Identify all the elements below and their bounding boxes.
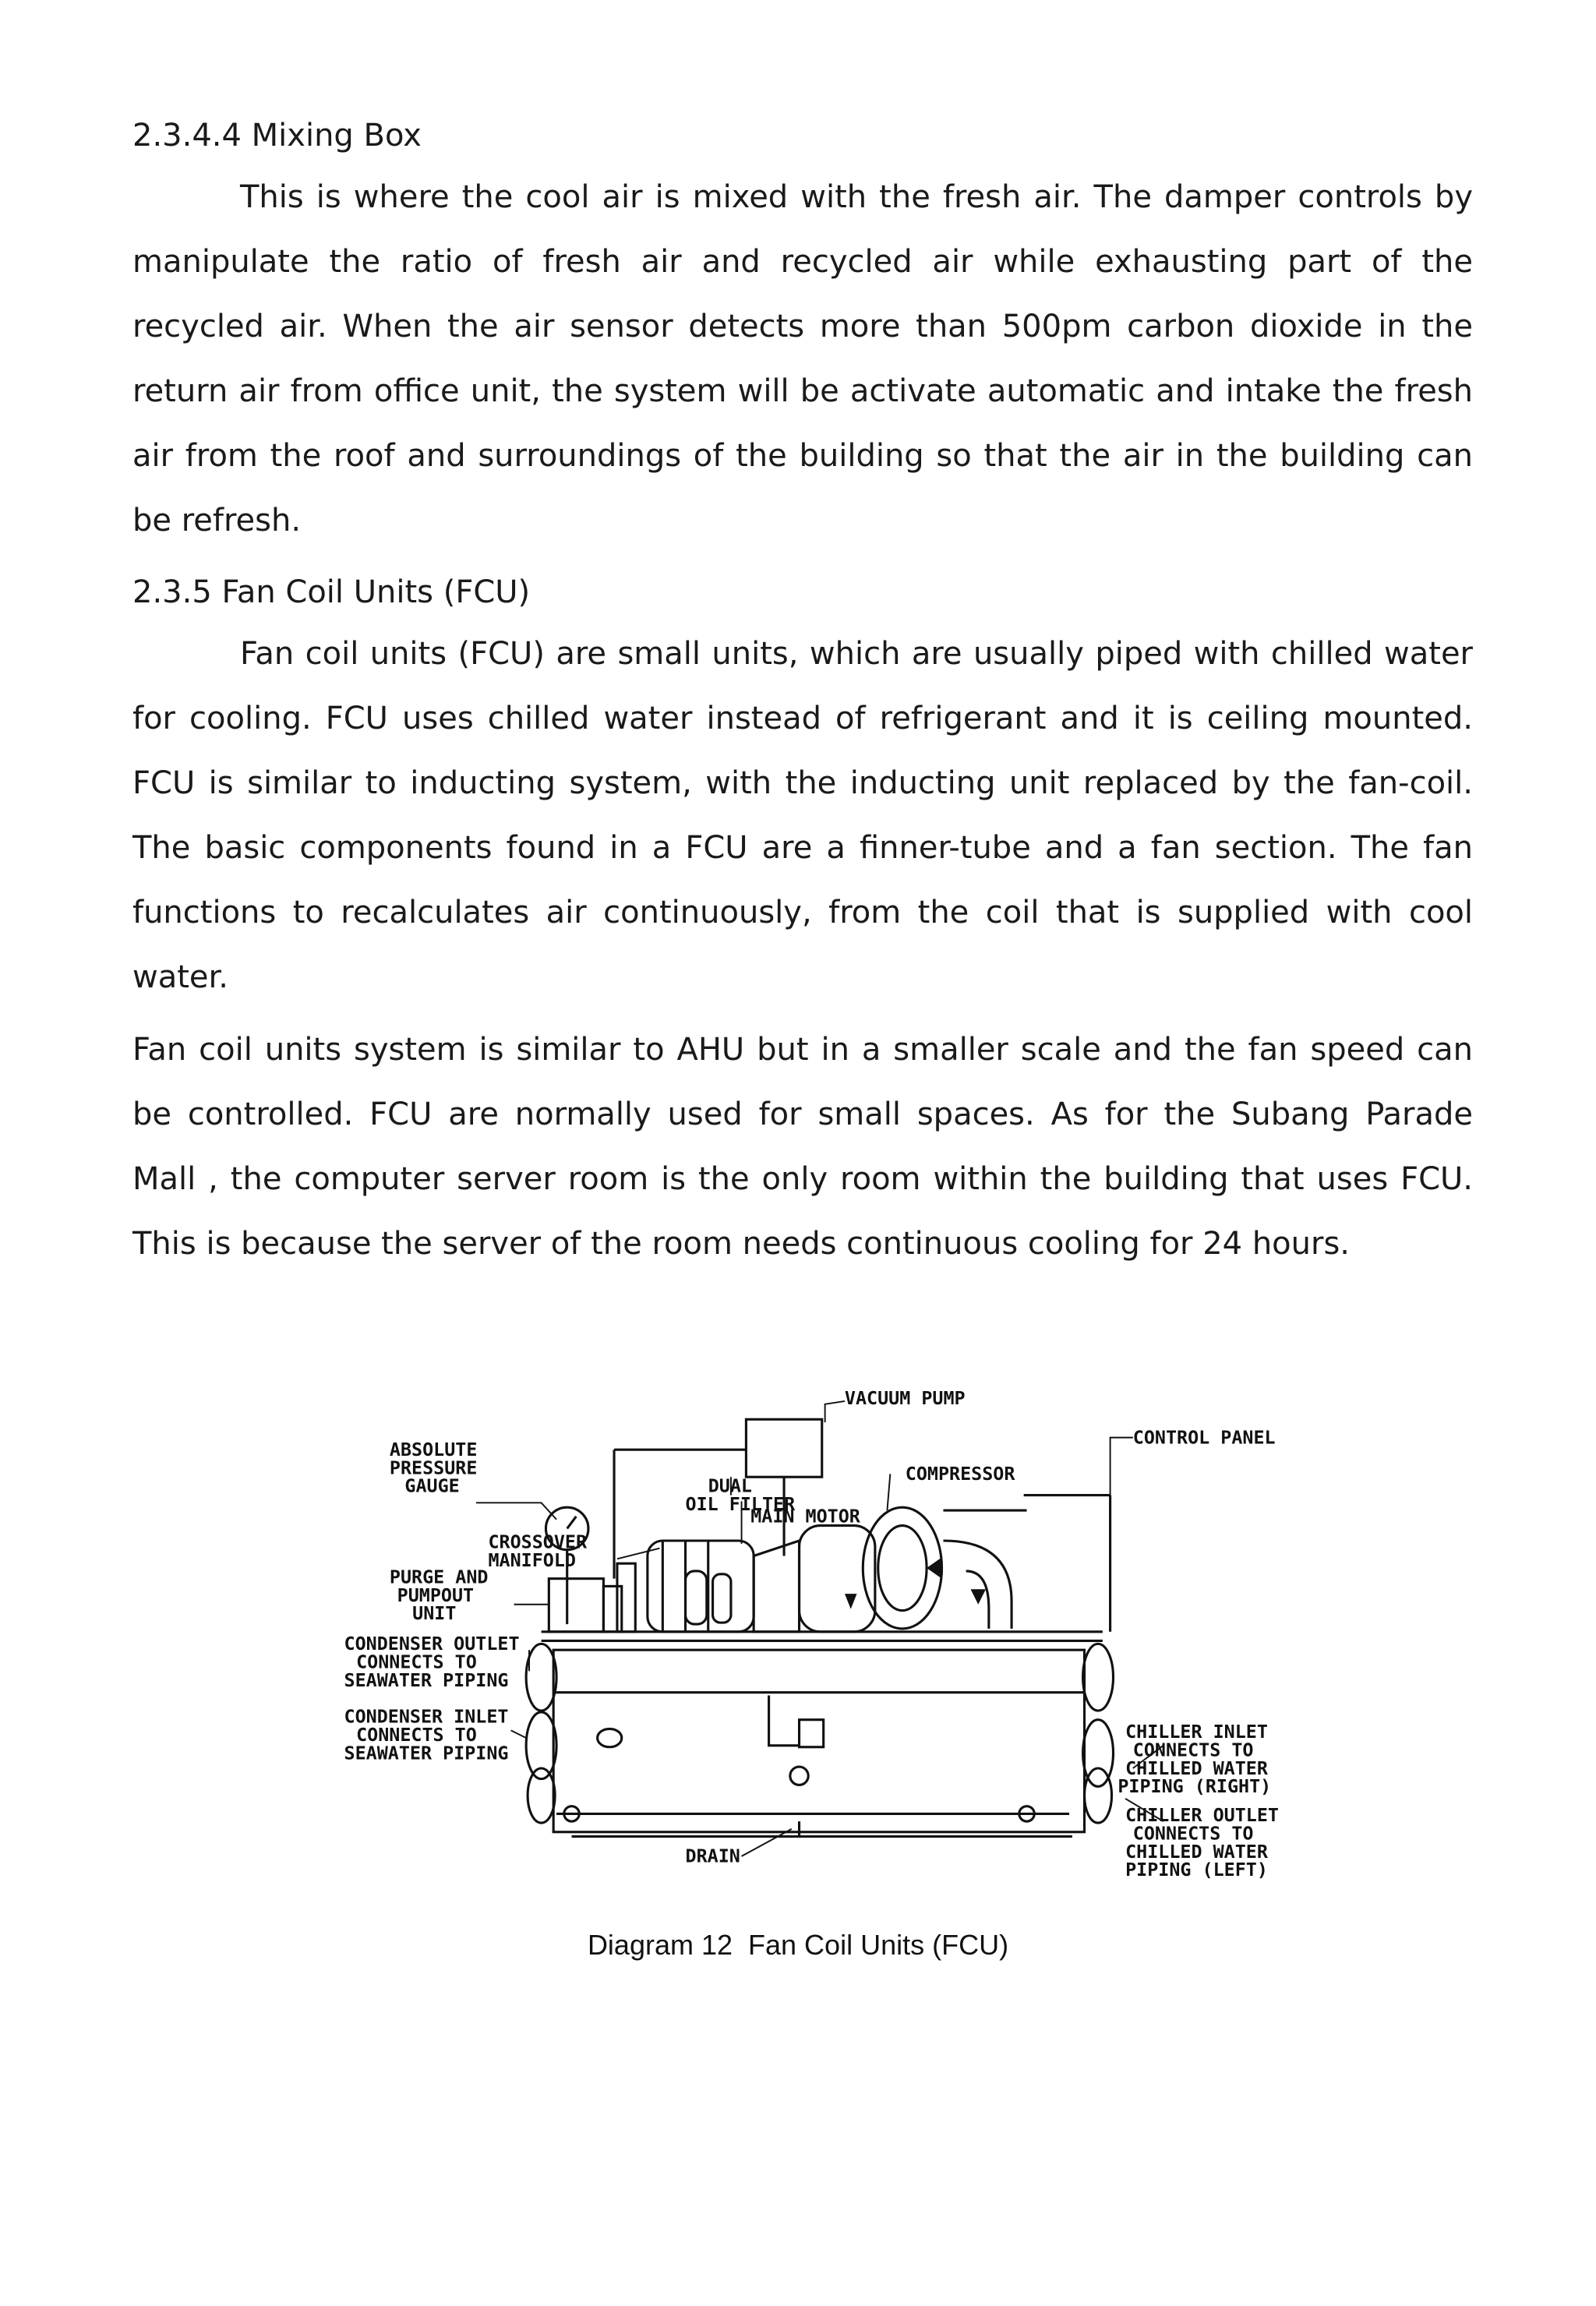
label-chiller-inlet: CONNECTS TO bbox=[1132, 1739, 1254, 1761]
label-dual-oil-filter: OIL FILTER bbox=[685, 1493, 796, 1516]
label-condenser-outlet: SEAWATER PIPING bbox=[344, 1669, 509, 1691]
purge-pumpout-unit bbox=[549, 1579, 603, 1632]
condenser-outlet-nozzle bbox=[526, 1644, 556, 1711]
chiller-outlet-nozzle bbox=[1085, 1768, 1112, 1823]
label-chiller-outlet: PIPING (LEFT) bbox=[1125, 1859, 1268, 1881]
text-line: This is because the server of the room needs continuous cooling for 24 hours. bbox=[132, 1226, 1350, 1262]
paragraph-fcu-1 bbox=[132, 622, 1473, 1010]
label-absolute-pressure: GAUGE bbox=[404, 1474, 460, 1497]
label-chiller-inlet: CHILLED WATER bbox=[1125, 1757, 1268, 1779]
text-line: This is where the cool air is mixed with the fresh air. The damper controls by bbox=[240, 179, 1473, 215]
text-line: The basic components found in a FCU are a finner-tube and a fan section. The fan bbox=[132, 830, 1473, 866]
label-absolute-pressure: ABSOLUTE bbox=[389, 1438, 478, 1460]
label-purge-unit: PUMPOUT bbox=[397, 1584, 475, 1606]
text-line: Fan coil units (FCU) are small units, which are usually piped with chilled water bbox=[240, 636, 1473, 672]
label-chiller-inlet: PIPING (RIGHT) bbox=[1118, 1775, 1272, 1798]
label-dual-oil-filter: DUAL bbox=[708, 1474, 752, 1497]
label-drain: DRAIN bbox=[685, 1845, 740, 1867]
label-compressor: COMPRESSOR bbox=[905, 1463, 1015, 1485]
text-line: FCU is similar to inducting system, with the inducting unit replaced by the fan-coil. bbox=[132, 765, 1473, 801]
label-crossover-manifold: CROSSOVER bbox=[488, 1531, 588, 1553]
label-main-motor: MAIN MOTOR bbox=[750, 1505, 860, 1527]
text-line: Fan coil units system is similar to AHU but in a smaller scale and the fan speed can bbox=[132, 1032, 1473, 1068]
label-condenser-inlet: CONNECTS TO bbox=[356, 1723, 477, 1746]
text-line: be controlled. FCU are normally used for small spaces. As for the Subang Parade bbox=[132, 1096, 1473, 1132]
text-line: be refresh. bbox=[132, 503, 302, 539]
figure-caption: Diagram 12 Fan Coil Units (FCU) bbox=[587, 1929, 1009, 1961]
label-condenser-inlet: SEAWATER PIPING bbox=[344, 1742, 509, 1764]
valve bbox=[800, 1720, 824, 1747]
section-heading-fcu: 2.3.5 Fan Coil Units (FCU) bbox=[132, 574, 531, 610]
label-absolute-pressure: PRESSURE bbox=[389, 1457, 478, 1479]
text-line: functions to recalculates air continuously, from the coil that is supplied with cool bbox=[132, 895, 1473, 931]
label-chiller-outlet: CONNECTS TO bbox=[1132, 1822, 1254, 1845]
label-condenser-outlet: CONDENSER OUTLET bbox=[344, 1633, 520, 1655]
dual-oil-filter bbox=[686, 1571, 707, 1624]
text-line: return air from office unit, the system will be activate automatic and intake the fresh bbox=[132, 373, 1473, 409]
text-line: recycled air. When the air sensor detects more than 500pm carbon dioxide in the bbox=[132, 309, 1473, 344]
label-crossover-manifold: MANIFOLD bbox=[488, 1549, 576, 1572]
shell-body bbox=[553, 1650, 1084, 1832]
text-line: water. bbox=[132, 959, 229, 995]
paragraph-fcu-2 bbox=[132, 1018, 1473, 1277]
label-chiller-outlet: CHILLER OUTLET bbox=[1125, 1804, 1279, 1827]
section-heading-mixing-box: 2.3.4.4 Mixing Box bbox=[132, 118, 422, 154]
label-condenser-inlet: CONDENSER INLET bbox=[344, 1705, 509, 1728]
vacuum-pump bbox=[746, 1419, 821, 1477]
label-purge-unit: PURGE AND bbox=[389, 1566, 489, 1588]
label-chiller-outlet: CHILLED WATER bbox=[1125, 1840, 1268, 1863]
label-purge-unit: UNIT bbox=[412, 1602, 457, 1625]
text-line: Mall , the computer server room is the only room within the building that uses FCU. bbox=[132, 1161, 1473, 1197]
label-vacuum-pump: VACUUM PUMP bbox=[844, 1386, 966, 1409]
text-line: for cooling. FCU uses chilled water instead of refrigerant and it is ceiling mounted. bbox=[132, 701, 1473, 736]
paragraph-mixing-box bbox=[132, 165, 1473, 553]
fcu-diagram bbox=[343, 1313, 1286, 1882]
label-chiller-inlet: CHILLER INLET bbox=[1125, 1721, 1268, 1743]
text-line: manipulate the ratio of fresh air and recycled air while exhausting part of the bbox=[132, 244, 1473, 280]
label-control-panel: CONTROL PANEL bbox=[1132, 1426, 1276, 1449]
text-line: air from the roof and surroundings of the building so that the air in the building can bbox=[132, 438, 1473, 474]
label-condenser-outlet: CONNECTS TO bbox=[356, 1651, 477, 1673]
